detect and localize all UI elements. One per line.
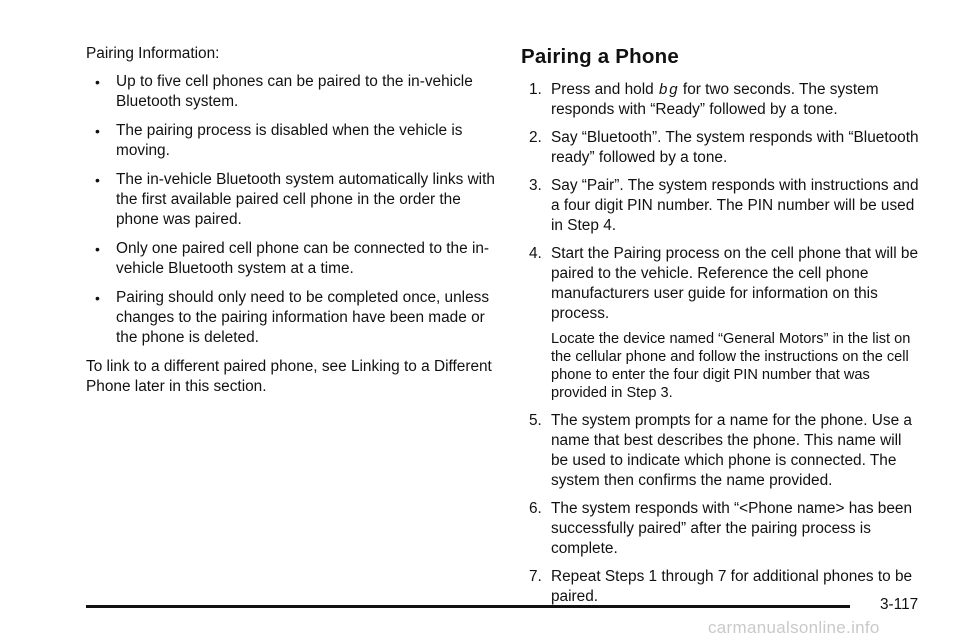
list-item-text: The pairing process is disabled when the vehicle is moving.: [116, 122, 463, 159]
list-item: [86, 170, 498, 230]
step-number: 6.: [529, 500, 542, 517]
voice-call-icon: g: [669, 81, 678, 98]
step-text: The system prompts for a name for the phone. Use a name that best describes the phone. This name will be used to indicate which phone is connected. The system then confirms the name provided.: [551, 412, 912, 489]
list-item: [86, 288, 498, 348]
pairing-steps: [521, 80, 921, 324]
page-number: 3-117: [880, 596, 919, 613]
step-text: The system responds with “<Phone name> has been successfully paired” after the pairing process is complete.: [551, 500, 913, 557]
step-number: 2.: [529, 129, 542, 146]
watermark: carmanualsonline.info: [708, 618, 880, 637]
step-item: [529, 499, 921, 559]
bullet-icon: •: [95, 241, 100, 257]
step-item: [529, 128, 921, 168]
step-text: Start the Pairing process on the cell phone that will be paired to the vehicle. Reference the cell phone manufacturers user guide for information on this process.: [551, 245, 919, 322]
step-item: [529, 244, 921, 324]
step-number: 5.: [529, 412, 542, 429]
bullet-icon: •: [95, 172, 100, 188]
step-number: 7.: [529, 568, 542, 585]
list-item: [86, 121, 498, 161]
step-text: Press and hold: [551, 81, 654, 98]
right-column: [521, 44, 921, 615]
section-title: Pairing a Phone: [521, 45, 679, 68]
step-text: for two seconds. The system responds with “Ready” followed by a tone.: [551, 81, 879, 118]
step-text: Say “Pair”. The system responds with instructions and a four digit PIN number. The PIN number will be used in Step 4.: [551, 177, 919, 234]
footer-rule: [86, 605, 850, 608]
step-text: Repeat Steps 1 through 7 for additional phones to be paired.: [551, 568, 913, 605]
bullet-icon: •: [95, 74, 100, 90]
list-item-text: Only one paired cell phone can be connected to the in-vehicle Bluetooth system at a time.: [116, 240, 490, 277]
linking-note: To link to a different paired phone, see Linking to a Different Phone later in this section.: [86, 358, 492, 395]
pairing-info-heading: Pairing Information:: [86, 45, 220, 62]
step-text: Say “Bluetooth”. The system responds with “Bluetooth ready” followed by a tone.: [551, 129, 919, 166]
step-number: 4.: [529, 245, 542, 262]
bullet-icon: •: [95, 290, 100, 306]
pairing-steps-continued: [521, 411, 921, 607]
step-item: [529, 80, 921, 120]
step-item: [529, 411, 921, 491]
step-note: Locate the device named “General Motors” in the list on the cellular phone and follow the instructions on the cell phone to enter the four digit PIN number that was provided in Step 3.: [551, 331, 911, 401]
step-item: [529, 567, 921, 607]
list-item: [86, 72, 498, 112]
step-number: 1.: [529, 81, 542, 98]
list-item: [86, 239, 498, 279]
step-number: 3.: [529, 177, 542, 194]
bullet-icon: •: [95, 123, 100, 139]
list-item-text: The in-vehicle Bluetooth system automatically links with the first available paired cell phone in the order the phone was paired.: [116, 171, 495, 228]
pairing-info-list: [86, 72, 498, 348]
list-item-text: Up to five cell phones can be paired to the in-vehicle Bluetooth system.: [116, 73, 473, 110]
step-item: [529, 176, 921, 236]
left-column: [86, 44, 498, 397]
push-to-talk-icon: b: [658, 81, 668, 98]
list-item-text: Pairing should only need to be completed once, unless changes to the pairing information have been made or the phone is deleted.: [116, 289, 490, 346]
